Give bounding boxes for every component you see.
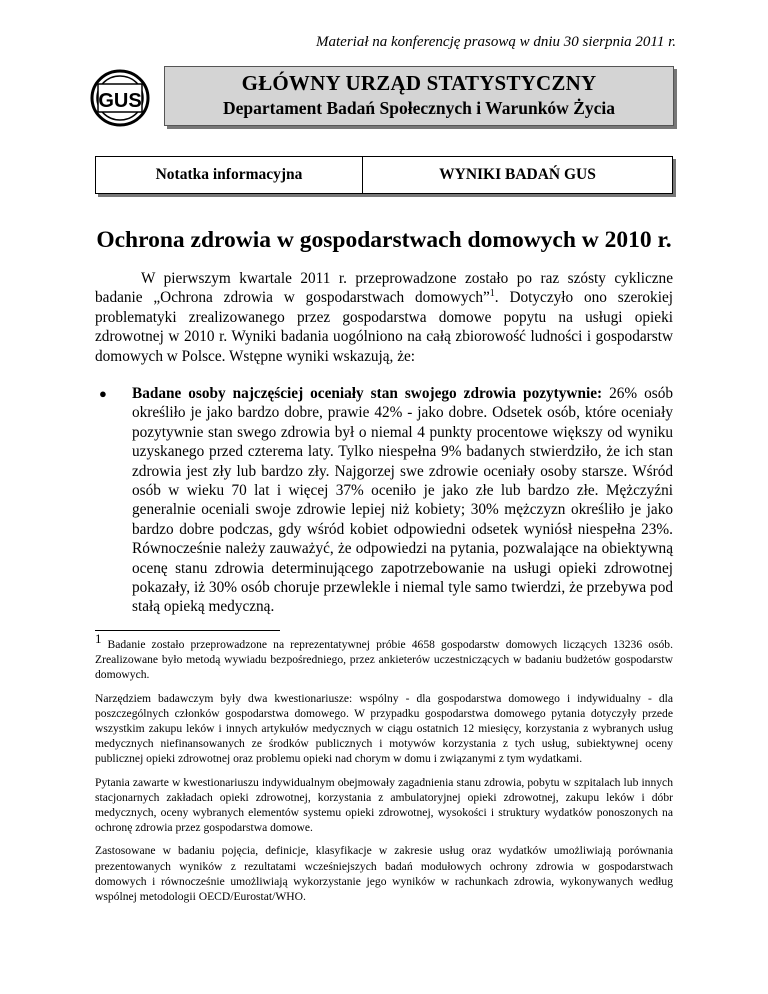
findings-list [95,384,673,617]
finding-text: 26% osób określiło je jako bardzo dobre, prawie 42% - jako dobre. Odsetek osób, które oceniały pozytywnie stan swego zdrowia był o niemal 4 punkty procentowe większy od wyniku uzyskanego przed czterema laty. Tylko niespełna 9% badanych stwierdziło, że ich stan zdrowia jest zły lub bardzo zły. Najgorzej swe zdrowie oceniały osoby starsze. Wśród osób w wieku 70 lat i więcej 37% oceniło je jako złe lub bardzo złe. Mężczyźni generalnie oceniali swoje zdrowie lepiej niż kobiety; 30% mężczyzn określiło je jako bardzo dobre podczas, gdy wśród kobiet odpowiedni odsetek wyniósł niespełna 23%. Równocześnie należy zauważyć, że odpowiedzi na pytania, pozwalające na obiektywną ocenę stanu zdrowia determinującego zapotrzebowanie na usługi opieki zdrowotnej pokazały, iż 30% osób choruje przewlekle i niemal tyle samo twierdzi, że przebywa pod stałą opieką medyczną. [132,385,673,616]
intro-text-before: W pierwszym kwartale 2011 r. przeprowadzone zostało po raz szósty cykliczne badanie „Ochrona zdrowia w gospodarstwach domowych” [95,270,673,307]
institution-name: GŁÓWNY URZĄD STATYSTYCZNY [241,71,597,95]
gus-logo [90,68,150,128]
footnote-ref[interactable]: 1 [489,288,495,300]
press-conference-note: Materiał na konferencję prasową w dniu 30 sierpnia 2011 r. [316,34,676,50]
document-title: Ochrona zdrowia w gospodarstwach domowych w 2010 r. [96,227,672,253]
logo-text: GUS [98,90,142,112]
footnote-paragraph [95,631,673,683]
intro-paragraph [95,269,673,366]
finding-lead: Badane osoby najczęściej oceniały stan swojego zdrowia pozytywnie: [132,385,603,402]
notice-table [95,156,673,194]
notice-type: Notatka informacyjna [96,157,363,193]
notice-category: WYNIKI BADAŃ GUS [439,166,596,183]
footnote-mark: 1 [95,631,102,647]
footnote-paragraph: Zastosowane w badaniu pojęcia, definicje, klasyfikacje w zakresie usług oraz wydatków umożliwiają porównania prezentowanych wyników z rezultatami wcześniejszych badań modułowych ochrony zdrowia w gospodarstwach domowych i równocześnie umożliwiają wykorzystanie jego wyników w rachunkach zdrowia, wykonywanych według wspólnej metodologii OECD/Eurostat/WHO. [95,844,673,904]
bullet-icon: ● [99,386,107,401]
footnote-paragraph: Narzędziem badawczym były dwa kwestionariusze: wspólny - dla gospodarstwa domowego i indywidualny - dla poszczególnych członków gospodarstwa domowego. W przypadku gospodarstwa domowego pytania dotyczyły przede wszystkim zakupu leków i innych artykułów medycznych w ciągu ostatnich 12 miesięcy, korzystania z wybranych usług medycznych niefinansowanych ze środków publicznych i motywów korzystania z tych usług, subiektywnej oceny publicznej opieki zdrowotnej oraz problemu opieki nad chorym w domu i związanymi z tym wydatkami. [95,691,673,766]
intro-text-after: . Dotyczyło ono szerokiej problematyki zrealizowanego przez gospodarstwa domowe popytu na usługi opieki zdrowotnej w 2010 r. Wyniki badania uogólniono na całą zbiorowość ludności i gospodarstw domowych w Polsce. Wstępne wyniki wskazują, że: [95,289,673,365]
header-banner [164,66,674,126]
footnotes [95,631,673,912]
footnote-divider [95,630,280,631]
list-item [95,384,673,617]
footnote-text: Badanie zostało przeprowadzone na reprezentatywnej próbie 4658 gospodarstw domowych liczących 13236 osób. Zrealizowane było metodą wywiadu bezpośredniego, przez ankieterów uczestniczących w badaniu budżetów gospodarstw domowych. [95,638,673,682]
department-name: Departament Badań Społecznych i Warunków Życia [223,98,615,118]
footnote-paragraph: Pytania zawarte w kwestionariuszu indywidualnym obejmowały zagadnienia stanu zdrowia, pobytu w szpitalach lub innych stacjonarnych zakładach opieki zdrowotnej, korzystania z ambulatoryjnej opieki zdrowotnej, zakupu leków i dóbr medycznych, oceny wybranych elementów systemu opieki zdrowotnej, wysokości i struktury wydatków ponoszonych na ochronę zdrowia przez gospodarstwa domowe. [95,775,673,835]
